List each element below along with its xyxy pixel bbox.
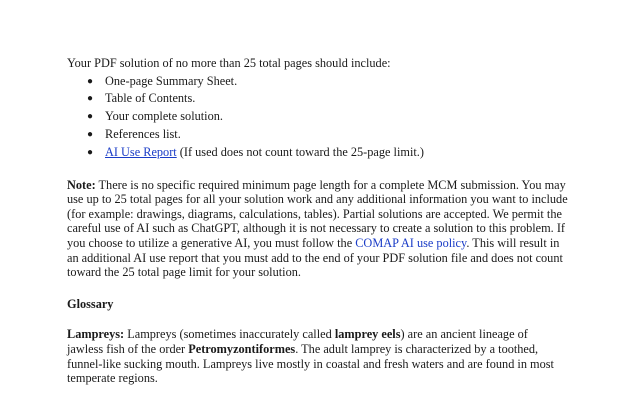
bullet-icon: ● xyxy=(87,128,94,140)
bullet-icon: ● xyxy=(87,111,94,123)
list-item-text: (If used does not count toward the 25-page limit.) xyxy=(176,144,424,159)
requirements-list xyxy=(67,73,577,162)
bullet-icon: ● xyxy=(87,146,94,158)
intro-text: Your PDF solution of no more than 25 total pages should include: xyxy=(67,56,391,70)
list-item xyxy=(67,144,577,162)
glossary-lampreys xyxy=(67,327,567,385)
glossary-text: ) are an ancient lineage of jawless fish of the order xyxy=(67,327,528,356)
glossary-text: . The adult lamprey is characterized by a toothed, funnel-like sucking mouth. Lampreys live mostly in coastal and fresh waters and are found in most temperate regions. xyxy=(67,341,554,386)
glossary-text: Lampreys (sometimes inaccurately called xyxy=(124,327,335,342)
list-item-text: Table of Contents. xyxy=(105,91,196,106)
list-item xyxy=(67,90,577,108)
document-page xyxy=(67,56,577,386)
list-item xyxy=(67,73,577,91)
glossary-bold-term: Petromyzontiformes xyxy=(188,341,296,356)
comap-ai-policy-link[interactable]: COMAP AI use policy xyxy=(355,235,467,250)
bullet-icon: ● xyxy=(87,75,94,87)
glossary-term: Lampreys: xyxy=(67,327,125,342)
note-paragraph xyxy=(67,178,572,280)
list-item-text: One-page Summary Sheet. xyxy=(105,73,238,88)
note-label: Note: xyxy=(67,177,96,192)
list-item xyxy=(67,126,577,144)
note-text-end: . This will result in an additional AI use report that you must add to the end of your PDF solution file and does not count toward the 25 total page limit for your solution. xyxy=(67,235,563,280)
glossary-heading: Glossary xyxy=(67,296,114,311)
list-item xyxy=(67,108,577,126)
list-item-text: Your complete solution. xyxy=(105,109,223,124)
list-item-text: References list. xyxy=(105,126,181,141)
bullet-icon: ● xyxy=(87,93,94,105)
ai-use-report-link[interactable]: AI Use Report xyxy=(105,144,177,159)
glossary-bold-term: lamprey eels xyxy=(334,327,401,342)
note-text: There is no specific required minimum page length for a complete MCM submission. You may use up to 25 total pages for all your solution work and any additional information you want to include (for example: drawings, diagrams, calculations, tables). Partial solutions are accepted. We permit the careful use of AI such as ChatGPT, although it is not necessary to create a solution to this problem. If you choose to utilize a generative AI, you must follow the xyxy=(67,177,568,250)
